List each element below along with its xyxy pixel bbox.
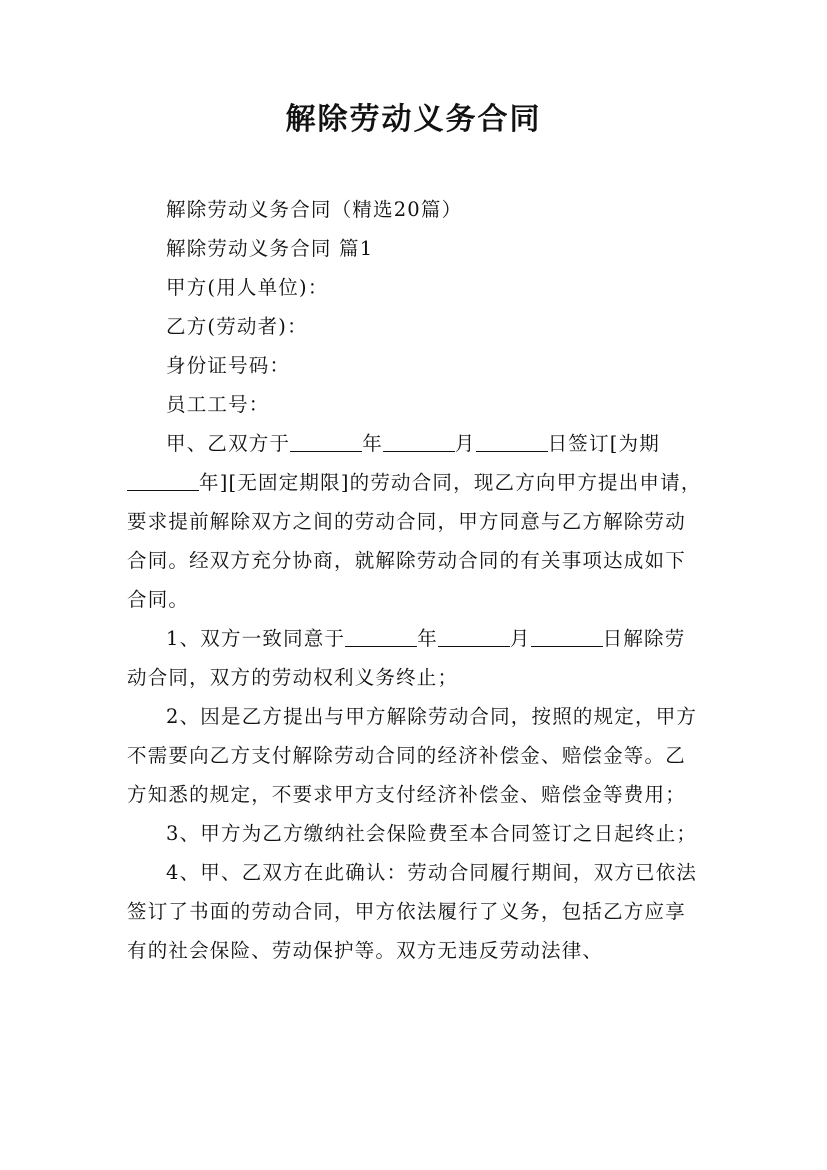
termination-year-blank bbox=[345, 626, 417, 647]
termination-month-blank bbox=[438, 626, 510, 647]
intro-text-2: 年 bbox=[362, 432, 383, 455]
intro-text-5: 年][无固定期限]的劳动合同，现乙方向甲方提出申请，要求提前解除双方之间的劳动合同，甲方同意与乙方解除劳动合同。经双方充分协商，就解除劳动合同的有关事项达成如下合同。 bbox=[127, 471, 702, 611]
clause-1-text-4: 日解除劳动合同，双方的劳动权利义务终止； bbox=[127, 627, 686, 689]
party-a-line: 甲方(用人单位)： bbox=[166, 276, 329, 299]
month-blank bbox=[383, 431, 455, 452]
document-body bbox=[127, 190, 705, 970]
party-b-line: 乙方(劳动者)： bbox=[166, 315, 308, 338]
clause-2: 2、因是乙方提出与甲方解除劳动合同，按照的规定，甲方不需要向乙方支付解除劳动合同的经济补偿金、赔偿金等。乙方知悉的规定，不要求甲方支付经济补偿金、赔偿金等费用； bbox=[127, 705, 698, 806]
clause-1-text-1: 1、双方一致同意于 bbox=[166, 627, 346, 650]
day-blank bbox=[476, 431, 548, 452]
termination-day-blank bbox=[531, 626, 603, 647]
year-blank bbox=[290, 431, 362, 452]
term-years-blank bbox=[127, 470, 199, 491]
intro-text-4: 日签订[为期 bbox=[547, 432, 660, 455]
clause-1-text-3: 月 bbox=[509, 627, 531, 650]
id-number-line: 身份证号码： bbox=[166, 354, 291, 377]
clause-1 bbox=[127, 619, 705, 697]
clause-3: 3、甲方为乙方缴纳社会保险费至本合同签订之日起终止； bbox=[166, 822, 698, 845]
clause-1-text-2: 年 bbox=[417, 627, 438, 650]
employee-number-line: 员工工号： bbox=[166, 393, 270, 416]
document-title: 解除劳动义务合同 bbox=[285, 102, 542, 137]
chapter-heading: 解除劳动义务合同 篇1 bbox=[166, 237, 374, 260]
intro-text-1: 甲、乙双方于 bbox=[166, 432, 291, 455]
clause-4: 4、甲、乙双方在此确认：劳动合同履行期间，双方已依法签订了书面的劳动合同，甲方依法履行了义务，包括乙方应享有的社会保险、劳动保护等。双方无违反劳动法律、 bbox=[127, 861, 698, 962]
intro-paragraph bbox=[127, 424, 705, 619]
intro-text-3: 月 bbox=[454, 432, 476, 455]
subtitle-line: 解除劳动义务合同（精选20篇） bbox=[166, 198, 463, 221]
